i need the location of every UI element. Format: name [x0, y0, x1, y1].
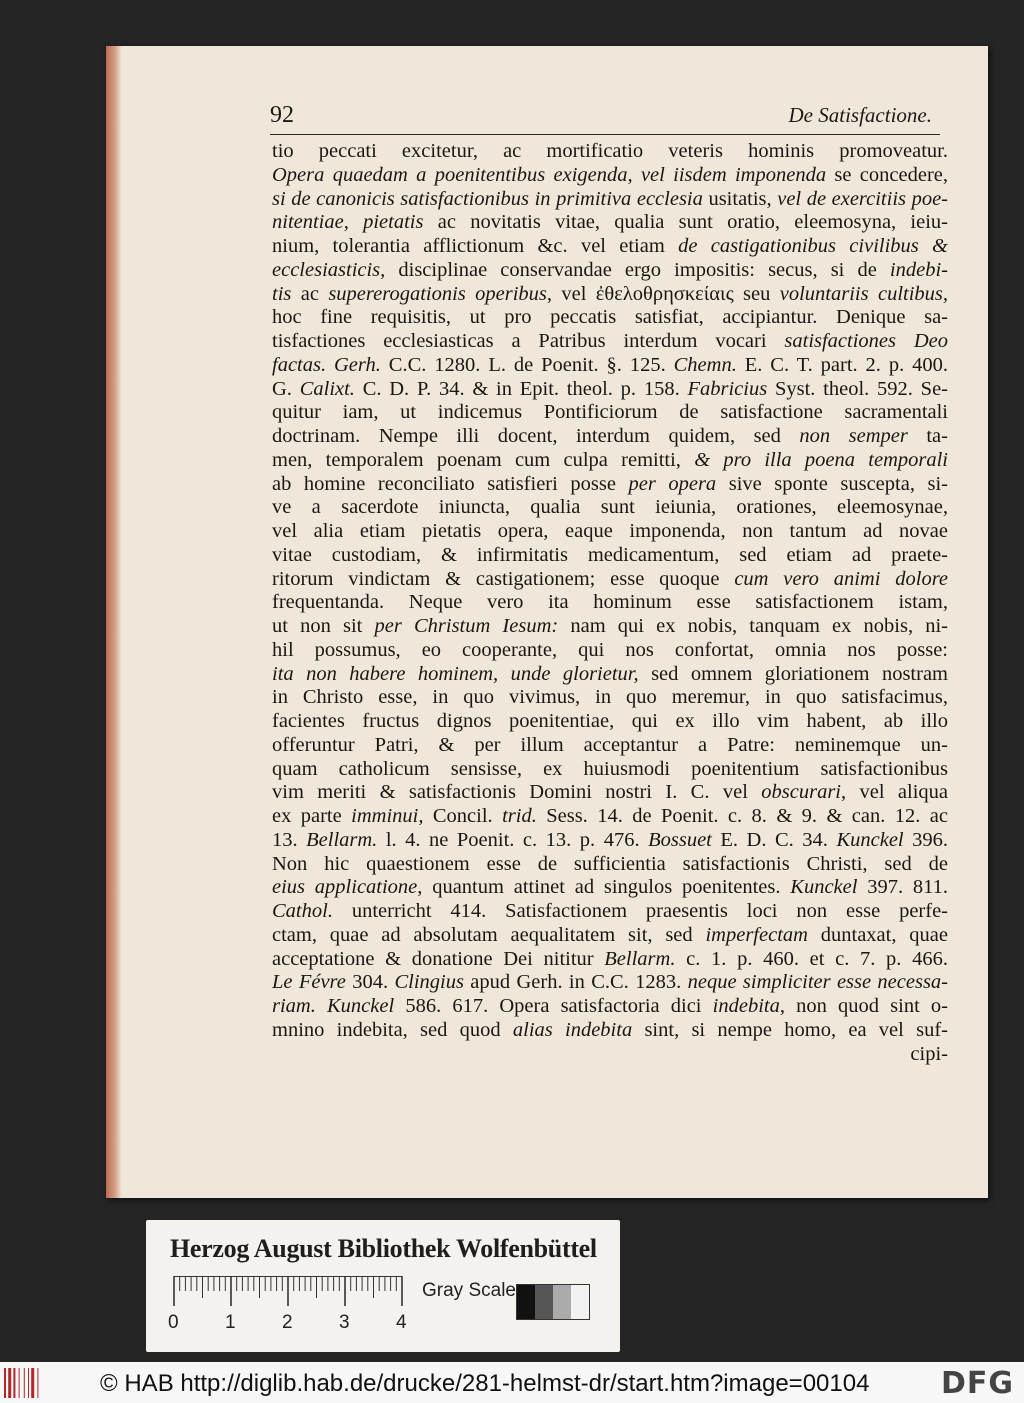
text-line [272, 948, 948, 972]
text-segment: Non hic quaestionem esse de sufficientia satisfactionis Christi, sed de [272, 852, 948, 875]
text-line [272, 140, 948, 164]
text-segment: 13. [272, 828, 307, 851]
text-segment: 586. 617. Opera satisfactoria dici [394, 995, 713, 1017]
italic-text: per opera [628, 472, 717, 495]
text-segment: , vel ἐθελοθρησκείαις seu [546, 282, 780, 305]
text-segment: sint, si nempe homo, ea vel suf- [632, 1018, 948, 1041]
text-segment: duntaxat, quae [807, 923, 948, 946]
text-line [272, 188, 948, 212]
gray-swatch [553, 1285, 571, 1319]
page-number: 92 [270, 102, 294, 128]
text-line [272, 971, 948, 995]
page-edge [106, 46, 122, 1198]
italic-text: cum vero animi dolore [734, 567, 948, 590]
text-segment: facientes fructus dignos poenitentiae, qui ex illo vim habent, ab illo [272, 710, 948, 732]
text-line [272, 1043, 948, 1067]
text-line [272, 734, 948, 758]
text-segment: ut non sit [272, 615, 375, 637]
text-segment: unterricht 414. Satisfactionem praesentis loci non esse perfe- [332, 900, 948, 922]
italic-text: indebi- [889, 258, 948, 281]
text-segment: nium, tolerantia afflictionum &c. vel etiam [272, 235, 679, 257]
text-segment: c. 1. p. 460. et c. 7. p. 466. [675, 947, 948, 970]
text-segment: , vel aliqua [841, 781, 948, 804]
italic-text: Le Févre [272, 971, 346, 994]
ruler-digit: 1 [225, 1312, 236, 1333]
ruler-scale [172, 1276, 408, 1306]
italic-text: nitentiae, pietatis [272, 211, 424, 234]
text-line [272, 995, 948, 1019]
footer-bar [0, 1362, 1024, 1403]
text-segment: ta- [907, 425, 948, 447]
italic-text: Cathol. [272, 900, 333, 922]
dfg-logo: DFG [940, 1366, 1014, 1401]
italic-text: Calixt. [299, 377, 355, 400]
text-segment: ritorum vindictam & castigationem; esse quoque [272, 567, 735, 590]
text-line [272, 496, 948, 520]
text-segment: frequentanda. Neque vero ita hominum esse satisfactionem istam, [272, 591, 948, 614]
text-line [272, 758, 948, 782]
text-line [272, 829, 948, 853]
text-line [272, 235, 948, 259]
italic-text: Bellarm. [604, 947, 676, 970]
text-line [272, 259, 948, 283]
italic-text: ecclesiasticis, [272, 258, 386, 281]
text-segment: sed omnem gloriationem nostram [638, 662, 948, 685]
text-segment: acceptatione & donatione Dei nititur [272, 947, 605, 970]
text-segment: ac [291, 282, 329, 305]
text-segment: ctam, quae ad absolutam aequalitatem sit, sed [272, 923, 706, 946]
italic-text: obscurari [761, 781, 841, 804]
text-segment: hoc fine requisitis, ut pro peccatis satisfiat, accipiantur. Denique sa- [272, 306, 948, 329]
ruler-digit: 4 [396, 1312, 407, 1333]
italic-text: per Christum Iesum: [374, 615, 559, 637]
text-line [272, 449, 948, 473]
italic-text: riam. Kunckel [272, 995, 395, 1017]
text-segment: ex parte [272, 805, 352, 827]
barcode-icon [4, 1368, 48, 1398]
text-segment: disciplinae conservandae ergo impositis: secus, si de [385, 258, 890, 281]
text-line [272, 520, 948, 544]
text-line [272, 781, 948, 805]
barcode-bar [13, 1368, 15, 1398]
text-segment: C.C. 1280. L. de Poenit. §. 125. [380, 353, 674, 376]
italic-text: imperfectam [705, 923, 808, 946]
text-line [272, 1019, 948, 1043]
text-segment: quam catholicum sensisse, ex huiusmodi poenitentium satisfactionibus [272, 757, 948, 780]
library-label-card [146, 1220, 620, 1352]
running-title: De Satisfactione. [788, 103, 932, 127]
italic-text: Chemn. [673, 353, 737, 376]
barcode-bar [31, 1368, 34, 1398]
italic-text: eius applicatione [272, 876, 418, 899]
italic-text: Clingius [394, 971, 464, 994]
text-line [272, 710, 948, 734]
source-url[interactable]: © HAB http://diglib.hab.de/drucke/281-helmst-dr/start.htm?image=00104 [100, 1370, 870, 1397]
gray-scale-label: Gray Scale [422, 1280, 516, 1301]
text-line [272, 354, 948, 378]
ruler-digit: 2 [282, 1312, 293, 1333]
text-line [272, 306, 948, 330]
text-line [272, 900, 948, 924]
italic-text: tis [272, 282, 292, 305]
text-segment: 396. [903, 828, 948, 851]
text-line [272, 568, 948, 592]
italic-text: indebita [712, 995, 780, 1017]
text-segment: l. 4. ne Poenit. c. 13. p. 476. [377, 828, 649, 851]
gray-swatch [535, 1285, 553, 1319]
italic-text: ita non habere hominem, unde glorietur, [272, 662, 639, 685]
barcode-bar [4, 1368, 6, 1398]
text-segment: ve a sacerdote iniuncta, qualia sunt ieiunia, orationes, eleemosynae, [272, 496, 948, 519]
text-segment: hil possumus, eo cooperante, qui nos confortat, omnia nos posse: [272, 638, 948, 661]
text-segment: E. D. C. 34. [711, 828, 837, 851]
text-line [272, 805, 948, 829]
text-line [272, 544, 948, 568]
text-line [272, 639, 948, 663]
text-segment: usitatis, [702, 187, 778, 210]
text-segment: G. [272, 377, 300, 400]
text-segment: ab homine reconciliato satisfieri posse [272, 472, 629, 495]
italic-text: trid. [502, 805, 537, 827]
text-segment: se concedere, [826, 163, 948, 186]
italic-text: factas. Gerh. [272, 353, 381, 376]
text-line [272, 615, 948, 639]
italic-text: voluntariis cultibus, [779, 282, 948, 305]
text-segment: C. D. P. 34. & in Epit. theol. p. 158. [354, 377, 688, 400]
text-line [272, 663, 948, 687]
text-line [272, 378, 948, 402]
gray-swatch [517, 1285, 535, 1319]
gray-swatch [571, 1285, 589, 1319]
text-line [272, 686, 948, 710]
text-line [272, 924, 948, 948]
italic-text: neque simpliciter esse necessa- [687, 971, 948, 994]
text-line [272, 425, 948, 449]
italic-text: vel de exercitiis poe- [777, 187, 948, 210]
text-segment: , quantum attinet ad singulos poenitentes. [417, 876, 791, 899]
text-segment: vel alia etiam pietatis opera, eaque imponenda, non tantum ad novae [272, 520, 948, 542]
text-segment: nam qui ex nobis, tanquam ex nobis, ni- [558, 615, 948, 637]
library-name: Herzog August Bibliothek Wolfenbüttel [170, 1234, 597, 1263]
barcode-bar [28, 1368, 29, 1398]
text-line [272, 164, 948, 188]
barcode-bar [8, 1368, 11, 1398]
italic-text: alias indebita [512, 1018, 633, 1041]
text-line [272, 211, 948, 235]
text-segment: doctrinam. Nempe illi docent, interdum quidem, sed [272, 425, 800, 447]
italic-text: Kunckel [836, 828, 904, 851]
text-line [272, 401, 948, 425]
italic-text: imminui, [351, 805, 424, 827]
text-segment: apud Gerh. in C.C. 1283. [463, 971, 688, 994]
body-text [272, 140, 948, 1066]
text-line [272, 853, 948, 877]
text-segment: E. C. T. part. 2. p. 400. [736, 353, 948, 376]
text-segment: , non quod sint o- [779, 995, 948, 1017]
text-segment: ac novitatis vitae, qualia sunt oratio, eleemosyna, ieiu- [423, 211, 948, 234]
text-segment: quitur iam, ut indicemus Pontificiorum de satisfactione sacramentali [272, 401, 948, 424]
text-segment: Sess. 14. de Poenit. c. 8. & 9. & can. 12. ac [536, 805, 948, 827]
italic-text: supererogationis operibus [328, 282, 547, 305]
text-line [272, 876, 948, 900]
italic-text: non semper [799, 425, 908, 447]
text-segment: Syst. theol. 592. Se- [767, 377, 948, 400]
text-segment: Concil. [423, 805, 503, 827]
italic-text: Fabricius [687, 377, 768, 400]
text-segment: cipi- [910, 1042, 948, 1065]
text-line [272, 283, 948, 307]
ruler-digit: 0 [168, 1312, 179, 1333]
italic-text: Bellarm. [306, 828, 378, 851]
text-segment: sive sponte suscepta, si- [716, 472, 948, 495]
text-segment: mnino indebita, sed quod [272, 1018, 513, 1041]
running-head [270, 100, 940, 135]
text-segment: tio peccati excitetur, ac mortificatio veteris hominis promoveatur. [272, 140, 948, 162]
text-segment: in Christo esse, in quo vivimus, in quo meremur, in quo satisfacimus, [272, 686, 948, 709]
barcode-bar [24, 1368, 25, 1398]
italic-text: de castigationibus civilibus & [678, 235, 948, 257]
ruler-digit: 3 [339, 1312, 350, 1333]
text-segment: tisfactiones ecclesiasticas a Patribus interdum vocari [272, 330, 785, 352]
text-line [272, 591, 948, 615]
gray-scale-swatches [516, 1284, 590, 1320]
italic-text: & pro illa poena temporali [694, 448, 948, 471]
barcode-bar [37, 1368, 38, 1398]
italic-text: satisfactiones Deo [784, 330, 948, 352]
italic-text: Kunckel [790, 876, 858, 899]
text-segment: offeruntur Patri, & per illum acceptantur a Patre: neminemque un- [272, 733, 948, 756]
text-segment: vim meriti & satisfactionis Domini nostri I. C. vel [272, 781, 762, 804]
text-line [272, 473, 948, 497]
text-segment: vitae custodiam, & infirmitatis medicamentum, sed etiam ad praete- [272, 543, 948, 566]
barcode-bar [19, 1368, 20, 1398]
text-segment: 397. 811. [857, 876, 948, 899]
italic-text: si de canonicis satisfactionibus in primitiva ecclesia [272, 187, 703, 210]
italic-text: Bossuet [648, 828, 712, 851]
text-segment: 304. [345, 971, 395, 994]
text-line [272, 330, 948, 354]
italic-text: Opera quaedam a poenitentibus exigenda, vel iisdem imponenda [272, 163, 827, 186]
text-segment: men, temporalem poenam cum culpa remitti, [272, 448, 695, 471]
